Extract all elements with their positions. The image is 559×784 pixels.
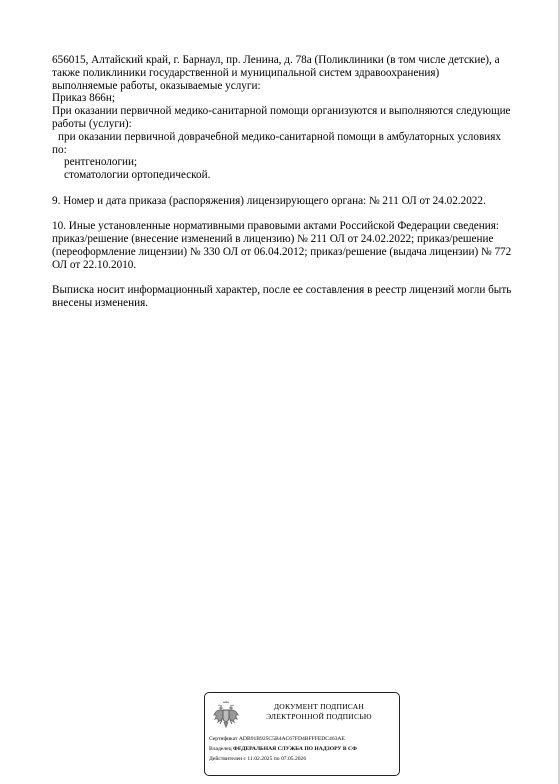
stamp-title-line-2: ЭЛЕКТРОННОЙ ПОДПИСЬЮ — [266, 712, 372, 721]
certificate-value: ADB91B925C5B4AC67FD4BFFFEDC463AE — [238, 736, 345, 742]
item-10-line-1: 10. Иные установленные нормативными правовыми актами Российской Федерации сведения: — [52, 220, 499, 233]
care-type-line-2: по: — [52, 143, 67, 156]
item-9-order-date: 9. Номер и дата приказа (распоряжения) лицензирующего органа: № 211 ОЛ от 24.02.2022. — [52, 194, 486, 207]
item-10-line-3: (переоформление лицензии) № 330 ОЛ от 06.04.2012; приказ/решение (выдача лицензии) № 772 — [52, 245, 512, 258]
disclaimer-line-2: внесены изменения. — [52, 297, 149, 310]
certificate-row — [209, 736, 345, 743]
owner-label: Владелец — [209, 746, 232, 752]
works-heading: выполняемые работы, оказываемые услуги: — [52, 79, 261, 92]
electronic-signature-stamp — [204, 692, 400, 776]
disclaimer-line-1: Выписка носит информационный характер, после ее составления в реестр лицензий могли быть — [52, 284, 512, 297]
coat-of-arms-icon — [213, 699, 239, 729]
service-item-orthopedic-dentistry: стоматологии ортопедической. — [64, 169, 211, 182]
address-line-1: 656015, Алтайский край, г. Барнаул, пр. Ленина, д. 78а (Поликлиники (в том числе детские), а — [52, 54, 500, 66]
validity-label: Действителен — [209, 756, 243, 762]
address-line-2: также поликлиники государственной и муниципальной систем здравоохранения) — [52, 66, 440, 79]
item-10-line-2: приказ/решение (внесение изменений в лицензию) № 211 ОЛ от 24.02.2022; приказ/решение — [52, 233, 494, 246]
services-intro-2: работы (услуги): — [52, 117, 132, 130]
care-type-line-1: при оказании первичной доврачебной медико-санитарной помощи в амбулаторных условиях — [58, 130, 501, 143]
stamp-title-line-1: ДОКУМЕНТ ПОДПИСАН — [273, 702, 365, 711]
validity-value: с 11.02.2025 по 07.05.2026 — [243, 756, 307, 762]
validity-row — [209, 756, 306, 763]
service-item-radiology: рентгенологии; — [64, 156, 138, 169]
owner-value: ФЕДЕРАЛЬНАЯ СЛУЖБА ПО НАДЗОРУ В СФ — [233, 746, 357, 752]
order-reference: Приказ 866н; — [52, 92, 115, 105]
certificate-label: Сертификат — [209, 736, 238, 742]
services-intro-1: При оказании первичной медико-санитарной помощи организуются и выполняются следующие — [52, 105, 511, 118]
document-body — [52, 54, 548, 310]
item-10-line-4: ОЛ от 22.10.2010. — [52, 258, 137, 271]
owner-row — [209, 746, 357, 753]
